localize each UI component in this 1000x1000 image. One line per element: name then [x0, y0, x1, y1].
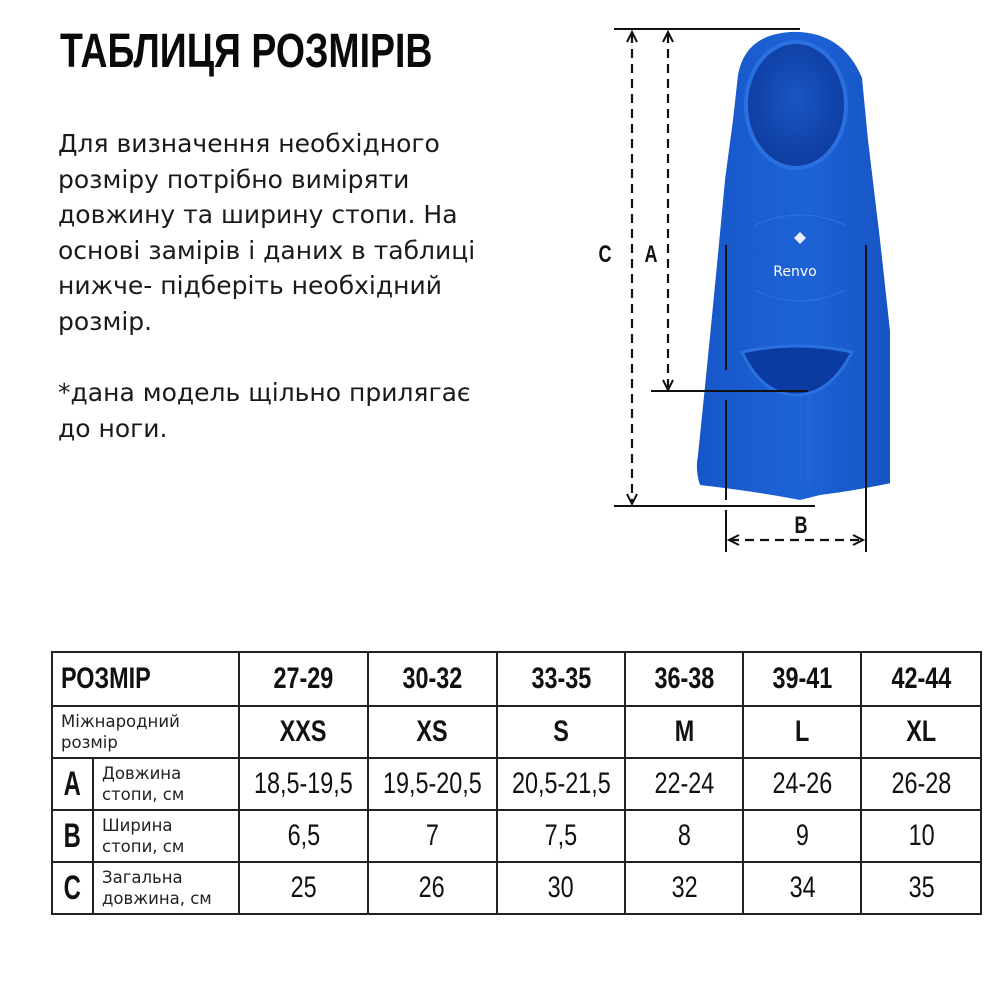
- value-cell: 24-26: [743, 758, 861, 810]
- description: [58, 126, 528, 446]
- page-title: ТАБЛИЦЯ РОЗМІРІВ: [60, 25, 433, 78]
- value-cell: 25: [239, 862, 368, 914]
- international-label: Міжнародний розмір: [52, 706, 239, 758]
- value-cell: 26-28: [861, 758, 981, 810]
- table-row-international: [52, 706, 981, 758]
- intl-cell: XXS: [239, 706, 368, 758]
- size-cell: 42-44: [861, 652, 981, 706]
- intl-cell: M: [625, 706, 743, 758]
- intl-cell: XL: [861, 706, 981, 758]
- value-cell: 26: [368, 862, 497, 914]
- value-cell: 9: [743, 810, 861, 862]
- header-label-cell: [52, 652, 239, 706]
- value-cell: 32: [625, 862, 743, 914]
- fin-diagram: [590, 20, 890, 560]
- value-cell: 19,5-20,5: [368, 758, 497, 810]
- dimension-label-c: C: [598, 241, 612, 268]
- value-cell: 8: [625, 810, 743, 862]
- intl-cell: S: [497, 706, 626, 758]
- value-cell: 7,5: [497, 810, 626, 862]
- row-label-b: Ширина стопи, см: [93, 810, 239, 862]
- intl-cell: XS: [368, 706, 497, 758]
- row-letter-a: A: [52, 758, 93, 810]
- description-text: Для визначення необхідного розміру потрібно виміряти довжину та ширину стопи. На основі замірів і даних в таблиці нижче- підберіть необхідний розмір.: [58, 129, 476, 336]
- header-label: РОЗМІР: [61, 662, 151, 695]
- value-cell: 7: [368, 810, 497, 862]
- size-cell: 33-35: [497, 652, 626, 706]
- brand-name: Renvo: [773, 264, 817, 280]
- value-cell: 20,5-21,5: [497, 758, 626, 810]
- size-table: [51, 651, 982, 915]
- table-row-b: [52, 810, 981, 862]
- value-cell: 6,5: [239, 810, 368, 862]
- value-cell: 18,5-19,5: [239, 758, 368, 810]
- size-cell: 36-38: [625, 652, 743, 706]
- row-letter-c: C: [52, 862, 93, 914]
- dimension-label-a: A: [644, 241, 658, 268]
- value-cell: 10: [861, 810, 981, 862]
- table-row-c: [52, 862, 981, 914]
- size-cell: 27-29: [239, 652, 368, 706]
- fit-note: *дана модель щільно прилягає до ноги.: [58, 378, 471, 443]
- value-cell: 30: [497, 862, 626, 914]
- size-cell: 39-41: [743, 652, 861, 706]
- table-row-a: [52, 758, 981, 810]
- intl-cell: L: [743, 706, 861, 758]
- value-cell: 22-24: [625, 758, 743, 810]
- row-letter-b: B: [52, 810, 93, 862]
- value-cell: 34: [743, 862, 861, 914]
- table-header-row: [52, 652, 981, 706]
- size-cell: 30-32: [368, 652, 497, 706]
- row-label-a: Довжина стопи, см: [93, 758, 239, 810]
- row-label-c: Загальна довжина, см: [93, 862, 239, 914]
- dimension-label-b: B: [794, 512, 808, 539]
- value-cell: 35: [861, 862, 981, 914]
